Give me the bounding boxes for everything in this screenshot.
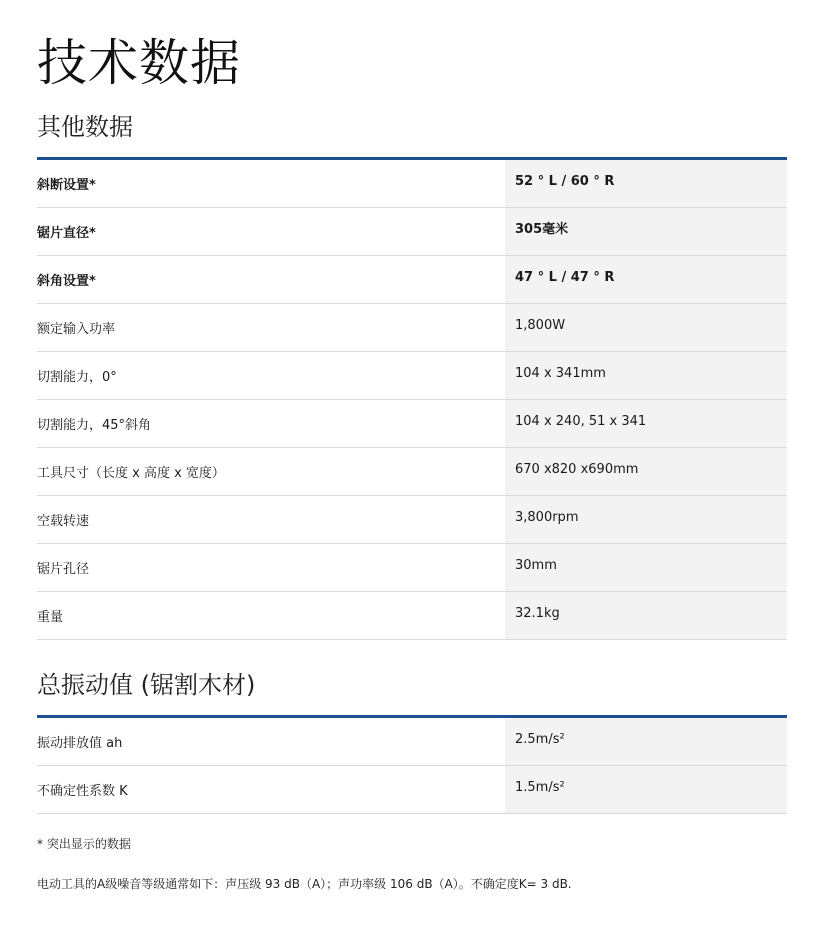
row-value: 47 ° L / 47 ° R [505,256,787,303]
row-value: 1,800W [505,304,787,351]
table-row [37,544,787,592]
table-row [37,592,787,640]
row-label: 斜角设置* [37,274,96,289]
table-row [37,304,787,352]
row-value: 1.5m/s² [505,766,787,813]
row-value: 30mm [505,544,787,591]
row-label: 额定输入功率 [37,322,116,337]
row-label: 切割能力，0° [37,370,117,385]
row-label: 不确定性系数 K [37,784,128,799]
row-label: 空载转速 [37,514,90,529]
row-label: 工具尺寸（长度 x 高度 x 宽度） [37,466,225,481]
table-row [37,448,787,496]
section-title-other-data: 其他数据 [37,113,133,141]
row-label: 振动排放值 ah [37,736,123,751]
table-row [37,400,787,448]
row-value: 305毫米 [505,208,787,255]
noise-note: 电动工具的A级噪音等级通常如下：声压级 93 dB（A）；声功率级 106 dB（A）。不确定度K= 3 dB. [37,877,572,891]
section-title-vibration: 总振动值 (锯割木材) [37,671,256,699]
row-value: 3,800rpm [505,496,787,543]
row-value: 52 ° L / 60 ° R [505,160,787,207]
highlight-note: * 突出显示的数据 [37,837,131,851]
table-row [37,766,787,814]
row-label: 锯片孔径 [37,562,90,577]
table-row [37,160,787,208]
row-label: 切割能力，45°斜角 [37,418,152,433]
row-label: 重量 [37,610,64,625]
row-label: 锯片直径* [37,226,96,241]
table-row [37,256,787,304]
spec-table-vibration [37,718,787,814]
row-label: 斜断设置* [37,178,96,193]
table-row [37,718,787,766]
footnotes [37,836,787,892]
row-value: 670 x820 x690mm [505,448,787,495]
table-row [37,208,787,256]
table-row [37,352,787,400]
row-value: 32.1kg [505,592,787,639]
spec-table-other-data [37,160,787,640]
table-row [37,496,787,544]
row-value: 104 x 341mm [505,352,787,399]
page-title: 技术数据 [37,34,241,92]
row-value: 2.5m/s² [505,718,787,765]
row-value: 104 x 240, 51 x 341 [505,400,787,447]
